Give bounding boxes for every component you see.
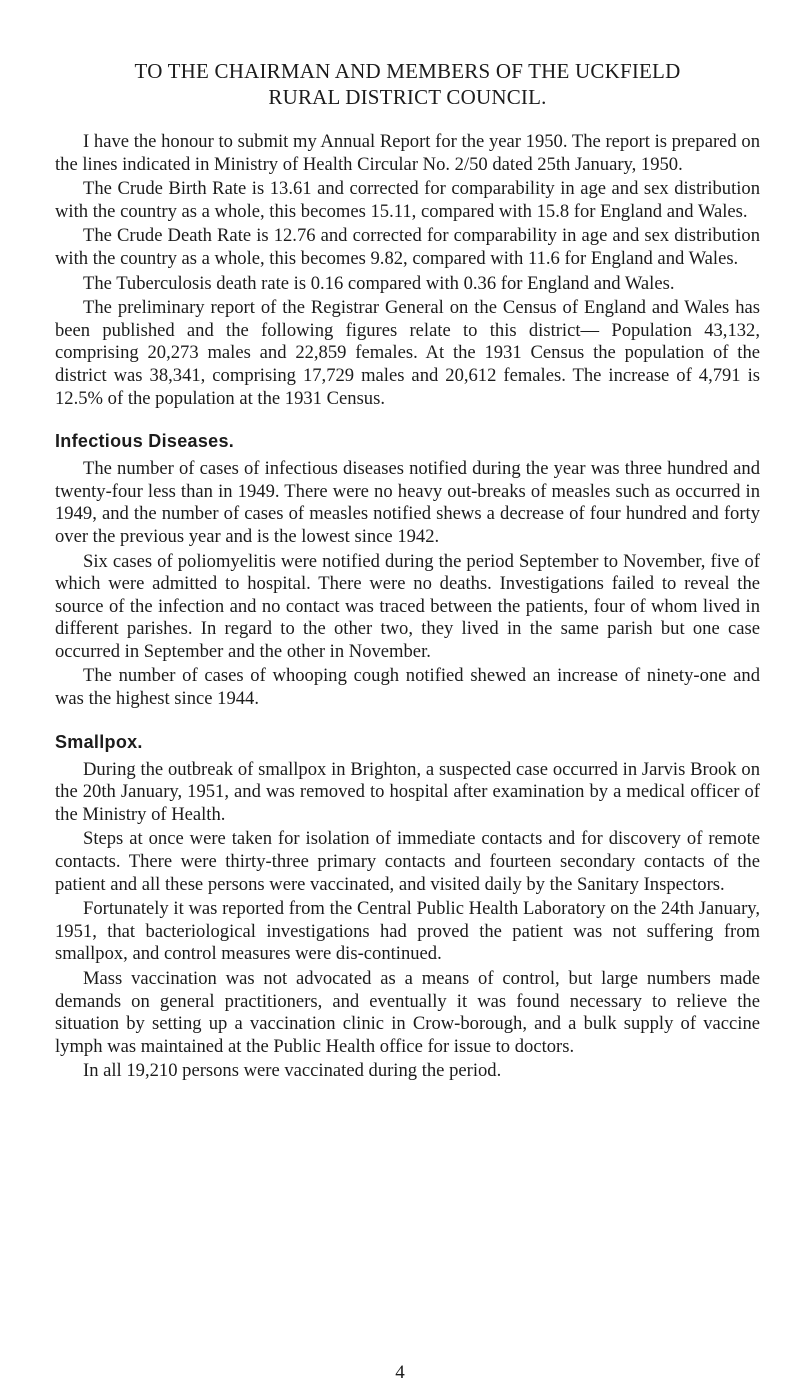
intro-section [55,131,760,410]
smallpox-paragraph-3: Fortunately it was reported from the Central Public Health Laboratory on the 24th January, 1951, that bacteriological investigations had proved the patient was not suffering from smallpox, and control measures were dis-continued. [55,898,760,965]
intro-paragraph-3: The Crude Death Rate is 12.76 and corrected for comparability in age and sex distribution with the country as a whole, this becomes 9.82, compared with 11.6 for England and Wales. [55,225,760,269]
smallpox-paragraph-5: In all 19,210 persons were vaccinated during the period. [83,1060,502,1082]
section-heading-infectious-diseases: Infectious Diseases. [55,431,235,452]
infectious-paragraph-2: Six cases of poliomyelitis were notified during the period September to November, five of which were admitted to hospital. There were no deaths. Investigations failed to reveal the source of the infection and no contact was traced between the patients, four of whom lived in different parishes. In regard to the other two, they lived in the same parish but one case occurred in September and the other in November. [55,550,760,662]
intro-paragraph-2: The Crude Birth Rate is 13.61 and corrected for comparability in age and sex distribution with the country as a whole, this becomes 15.11, compared with 15.8 for England and Wales. [55,178,760,222]
page-number: 4 [395,1362,405,1383]
title-line-2: RURAL DISTRICT COUNCIL. [268,85,547,109]
intro-paragraph-1: I have the honour to submit my Annual Report for the year 1950. The report is prepared on the lines indicated in Ministry of Health Circular No. 2/50 dated 25th January, 1950. [55,131,760,175]
smallpox-paragraph-1: During the outbreak of smallpox in Brighton, a suspected case occurred in Jarvis Brook on the 20th January, 1951, and was removed to hospital after examination by a medical officer of the Ministry of Health. [55,758,760,825]
infectious-paragraph-3: The number of cases of whooping cough notified shewed an increase of ninety-one and was the highest since 1944. [55,665,760,710]
infectious-paragraph-1: The number of cases of infectious diseases notified during the year was three hundred and twenty-four less than in 1949. There were no heavy out-breaks of measles such as occurred in 1949, and the number of cases of measles notified shews a decrease of four hundred and forty over the previous year and is the lowest since 1942. [55,458,760,547]
intro-paragraph-5: The preliminary report of the Registrar General on the Census of England and Wales has been published and the following figures relate to this district— Population 43,132, comprising 20,273 males and 22,859 females. At the 1931 Census the population of the district was 38,341, comprising 17,729 males and 20,612 females. The increase of 4,791 is 12.5% of the population at the 1931 Census. [55,297,760,409]
intro-paragraph-4: The Tuberculosis death rate is 0.16 compared with 0.36 for England and Wales. [83,272,675,294]
smallpox-paragraph-2: Steps at once were taken for isolation of immediate contacts and for discovery of remote contacts. There were thirty-three primary contacts and fourteen secondary contacts of the patient and all these persons were vaccinated, and visited daily by the Sanitary Inspectors. [55,828,760,895]
title-line-1: TO THE CHAIRMAN AND MEMBERS OF THE UCKFIELD [134,59,681,83]
section-heading-smallpox: Smallpox. [55,731,143,752]
smallpox-paragraph-4: Mass vaccination was not advocated as a means of control, but large numbers made demands on general practitioners, and eventually it was found necessary to relieve the situation by setting up a vaccination clinic in Crow-borough, and a bulk supply of vaccine lymph was maintained at the Public Health office for issue to doctors. [55,968,760,1057]
page-title [55,58,760,110]
smallpox-section [55,731,760,1083]
infectious-diseases-section [55,430,760,711]
